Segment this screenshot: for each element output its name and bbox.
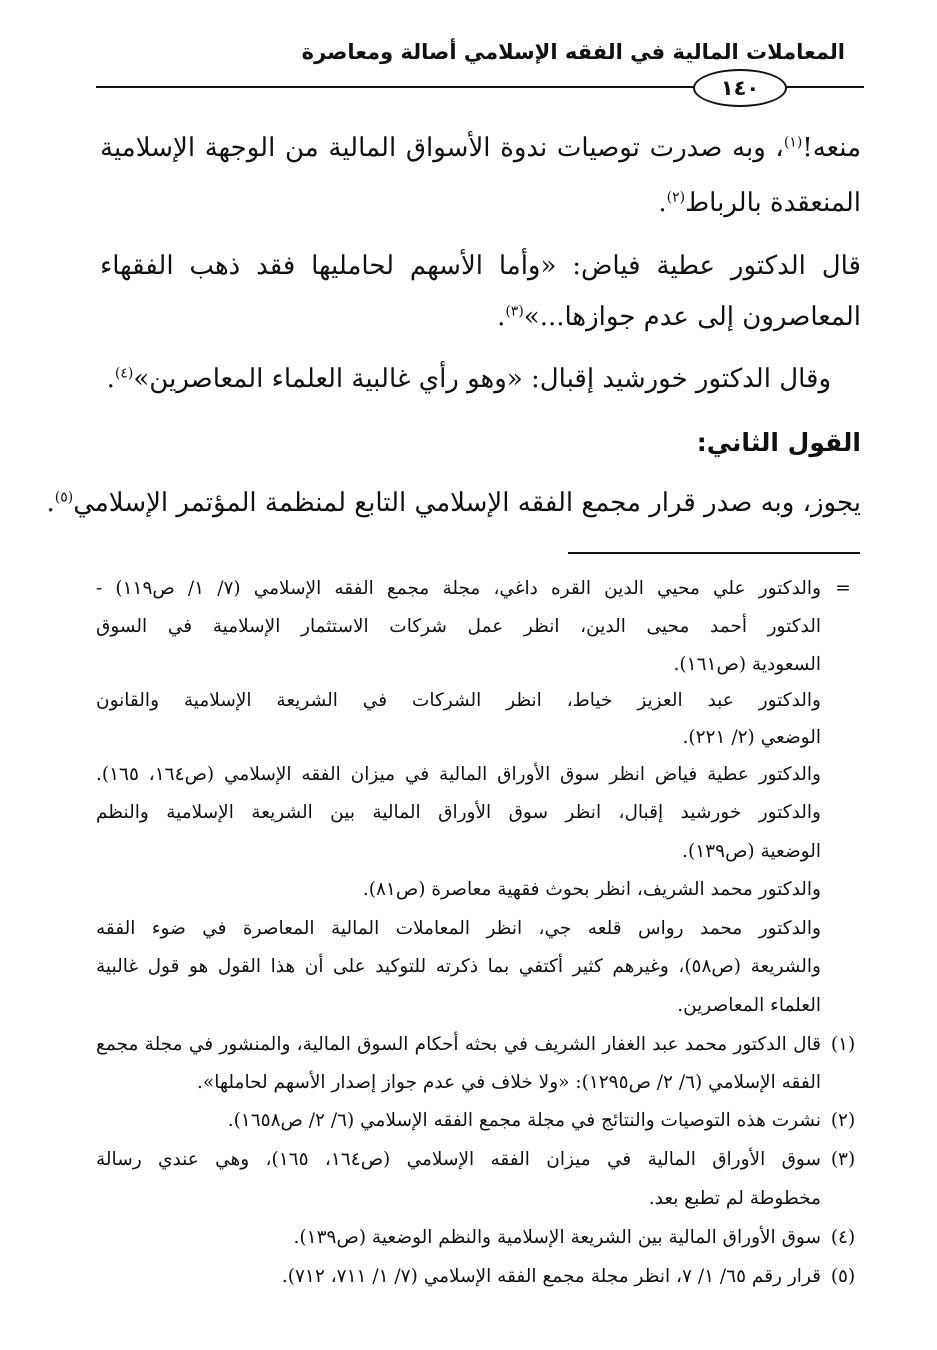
footnote-number: (٥) — [830, 1266, 856, 1287]
footnote-line: الوضعي (٢/ ٢٢١). — [682, 727, 821, 748]
section-heading: القول الثاني: — [696, 428, 861, 457]
footnote-number: (٤) — [830, 1227, 856, 1248]
footnote-continuation-marker: = — [835, 578, 851, 599]
footnote-line: والدكتور خورشيد إقبال، انظر سوق الأوراق المالية بين الشريعة الإسلامية والنظم — [96, 802, 821, 823]
footnote-line: سوق الأوراق المالية بين الشريعة الإسلامية والنظم الوضعية (ص١٣٩). — [293, 1227, 821, 1248]
body-line: وقال الدكتور خورشيد إقبال: «وهو رأي غالبية العلماء المعاصرين»$^{(٤)}$. — [106, 364, 831, 394]
body-line: المعاصرون إلى عدم جوازها...»$^{(٣)}$. — [497, 302, 861, 332]
footnote-line: الدكتور أحمد محيى الدين، انظر عمل شركات الاستثمار الإسلامية في السوق — [96, 616, 821, 637]
footnote-line: مخطوطة لم تطبع بعد. — [648, 1188, 821, 1209]
footnote-ref: (٤) — [114, 365, 134, 382]
footnote-line: سوق الأوراق المالية في ميزان الفقه الإسلامي (ص١٦٤، ١٦٥)، وهي عندي رسالة — [96, 1149, 821, 1170]
body-line: المنعقدة بالرباط$^{(٢)}$. — [658, 188, 861, 218]
body-line: منعه!$^{(١)}$، وبه صدرت توصيات ندوة الأسواق المالية من الوجهة الإسلامية — [100, 133, 861, 163]
footnote-line: والدكتور عبد العزيز خياط، انظر الشركات في الشريعة الإسلامية والقانون — [96, 690, 821, 711]
footnote-line: الوضعية (ص١٣٩). — [682, 841, 821, 862]
page-number: ١٤٠ — [693, 69, 787, 107]
footnote-line: والدكتور محمد رواس قلعه جي، انظر المعاملات المالية المعاصرة في ضوء الفقه — [96, 918, 821, 939]
footnote-number: (٣) — [830, 1149, 856, 1170]
footnote-line: الفقه الإسلامي (٦/ ٢/ ص١٢٩٥): «ولا خلاف في عدم جواز إصدار الأسهم لحاملها». — [197, 1072, 821, 1093]
footnote-number: (١) — [830, 1034, 856, 1055]
footnote-ref: (٢) — [666, 189, 686, 206]
footnote-number: (٢) — [830, 1110, 856, 1131]
footnote-line: قال الدكتور محمد عبد الغفار الشريف في بحثه أحكام السوق المالية، والمنشور في مجلة مجمع — [96, 1034, 821, 1055]
footnote-line: والدكتور علي محيي الدين القره داغي، مجلة مجمع الفقه الإسلامي (٧/ ١/ ص١١٩) - — [96, 578, 821, 599]
footnote-line: والدكتور عطية فياض انظر سوق الأوراق المالية في ميزان الفقه الإسلامي (ص١٦٤، ١٦٥). — [96, 764, 821, 785]
footnote-line: والدكتور محمد الشريف، انظر بحوث فقهية معاصرة (ص٨١). — [362, 879, 821, 900]
footnote-line: والشريعة (ص٥٨)، وغيرهم كثير أكتفي بما ذكرته للتوكيد على أن هذا القول هو قول غالبية — [96, 956, 821, 977]
footnote-line: قرار رقم ٦٥/ ١/ ٧، انظر مجلة مجمع الفقه الإسلامي (٧/ ١/ ٧١١، ٧١٢). — [281, 1266, 821, 1287]
footnote-line: السعودية (ص١٦١). — [673, 654, 821, 675]
body-line: يجوز، وبه صدر قرار مجمع الفقه الإسلامي التابع لمنظمة المؤتمر الإسلامي$^{(٥)}$. — [46, 488, 861, 518]
running-title: المعاملات المالية في الفقه الإسلامي أصالة ومعاصرة — [301, 40, 845, 64]
footnote-ref: (٥) — [54, 489, 74, 506]
footnote-separator — [568, 552, 860, 554]
body-line: قال الدكتور عطية فياض: «وأما الأسهم لحامليها فقد ذهب الفقهاء — [100, 251, 861, 281]
footnote-ref: (٣) — [505, 303, 524, 320]
footnote-line: نشرت هذه التوصيات والنتائج في مجلة مجمع الفقه الإسلامي (٦/ ٢/ ص١٦٥٨). — [227, 1110, 821, 1131]
footnote-ref: (١) — [783, 134, 803, 151]
footnote-line: العلماء المعاصرين. — [677, 995, 821, 1016]
